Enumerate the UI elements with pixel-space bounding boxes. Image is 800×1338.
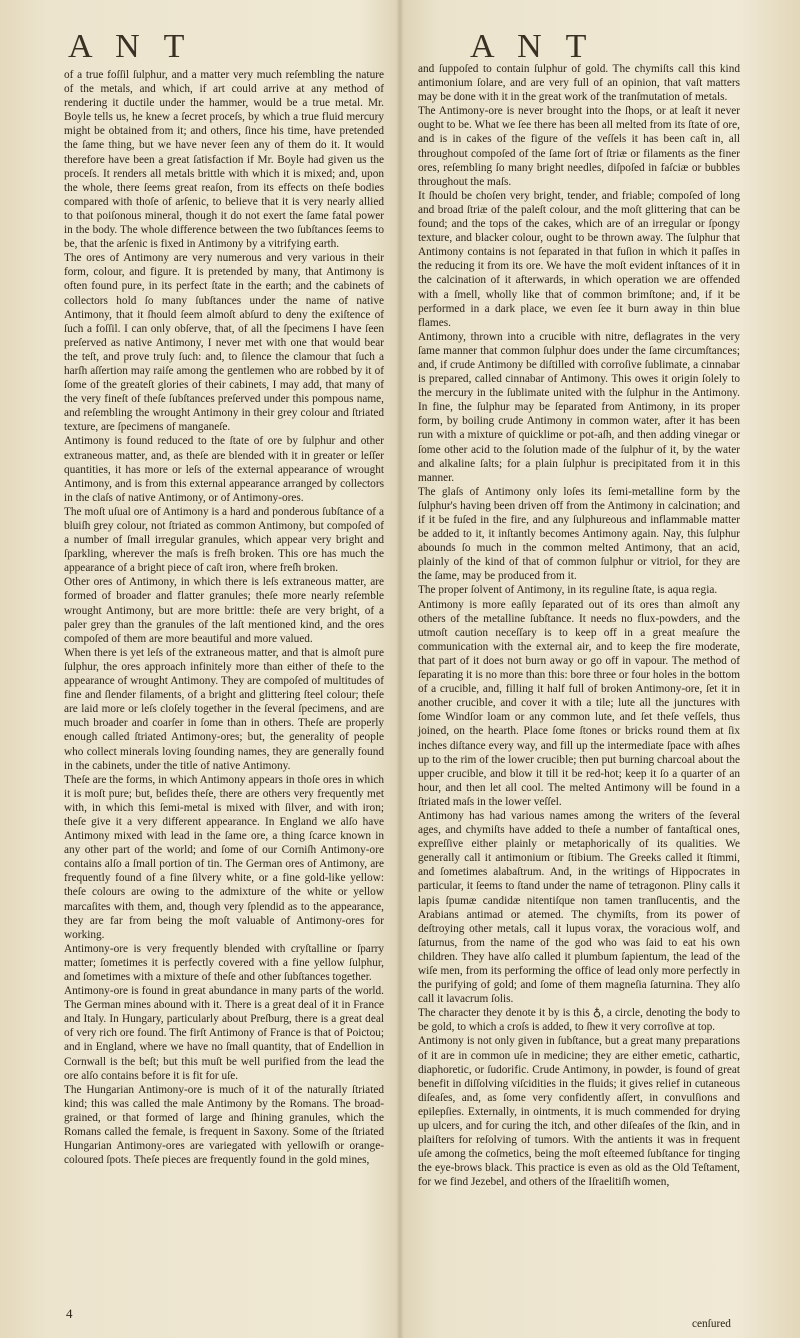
right-running-head: A N T (470, 28, 595, 65)
paragraph: Antimony-ore is found in great abundance in many parts of the world. The German mines abound with it. There is a great deal of it in France and Italy. In Hungary, particularly about Preſburg, there is a great deal of very rich ore found. The firſt Antimony of France is that of Poictou; and in England, where we have no ſmall quantity, that of Endellion in Cornwall is the beſt; but this muſt be well purified from the lead the ore alſo contains before it is fit for uſe. (64, 985, 384, 1082)
paragraph: of a true foſſil ſulphur, and a matter very much reſembling the nature of the metals, and which, if art could arrive at any method of rendering it ductile under the hammer, would be a true metal. Mr. Boyle tells us, he knew a ſecret proceſs, by which a true fluid mercury might be obtained from it; and others, ſince his time, have pretended the ſame thing, but we have never ſeen any of them do it. It would therefore have been a great ſatisfaction if Mr. Boyle had given us the proceſs. It renders all metals brittle with which it is mixed; and, upon the whole, there ſeems great reaſon, from its effects on theſe bodies compared with thoſe of arſenic, to believe that it is very nearly allied to that poiſonous mineral, though it do not exert the ſame fatal power in the body. The whole difference between the two ſubſtances ſeems to be, that the arſenic is fixed in Antimony by a vitrifying earth. (64, 69, 384, 251)
paragraph: The Antimony-ore is never brought into the ſhops, or at leaſt it never ought to be. What we ſee there has been all melted from its ſtate of ore, and is in cakes of the figure of the veſſels it has been caſt in, all throughout compoſed of the ſame ſort of ſtriæ or filaments as the finer ores, reſembling ſo many bright needles, diſpoſed in faſciæ or bubbles throughout the maſs. (418, 105, 740, 188)
paragraph: When there is yet leſs of the extraneous matter, and that is almoſt pure ſulphur, the ores approach infinitely more than either of theſe to the appearance of wrought Antimony. They are compoſed of multitudes of fine and ſlender filaments, of a bright and glittering ſteel colour; theſe are laid more or leſs cloſely together in the ſeveral ſpecimens, and are much broader and coarſer in ſome than in others. Theſe are properly enough called ſtriated Antimony-ores; but, the generality of people who collect minerals loving ſounding names, they are generally found in the cabinets, under the title of native Antimony. (64, 646, 384, 772)
paragraph: Antimony is more eaſily ſeparated out of its ores than almoſt any others of the metalline ſubſtance. It needs no flux-powders, and the utmoſt caution neceſſary is to keep off in a great meaſure the communication with the external air, and to keep the fire moderate, that part of it does not burn away or go off in vapour. The method of ſeparating it is no more than this: bore three or four holes in the bottom of a crucible, and, filling it half full of broken Antimony-ore, ſet it in another crucible, and cover it with a tile; lute all the junctures with ſome Windſor loam or any common lute, and ſet theſe veſſels, thus joined, on the hearth. Place ſome ſtones or bricks round them at ſix inches diſtance every way, and fill up the intermediate ſpace with aſhes up to the rim of the lower crucible; then put burning charcoal about the upper crucible, and blow it till it be red-hot; keep it ſo a quarter of an hour, and then let all cool. The melted Antimony will be found in a ſtriated maſs in the lower veſſel. (418, 598, 740, 808)
paragraph: Other ores of Antimony, in which there is leſs extraneous matter, are formed of broader and flatter granules; theſe more nearly reſemble wrought Antimony, but are more brittle: theſe are very bright, of a paler grey than the granules of the laſt mentioned kind, and the ores compoſed of them are more beautiful and more valued. (64, 576, 384, 645)
paragraph: The proper ſolvent of Antimony, in its reguline ſtate, is aqua regia. (418, 584, 718, 597)
paragraph: Antimony has had various names among the writers of the ſeveral ages, and chymiſts have added to theſe a number of fantaſtical ones, expreſſive either plainly or metaphorically of its qualities. We generally call it antimonium or ſtibium. The Greeks called it ſtimmi, and ſometimes alabaſtrum. And, in the writings of Hippocrates in particular, it ſeems to ſtand under the name of tetragonon. Pliny calls it lapis ſpumæ candidæ nitentiſque non tamen tranſlucentis, and the Arabians antimad or atemed. The chymiſts, from its power of deſtroying other metals, call it lupus vorax, the voracious wolf, and ſaturnus, from the name of the god who was ſaid to eat his own children. They have alſo called it plumbum ſapientum, the lead of the wiſe men, from its performing the office of lead only more perfectly in the purifying of gold; and ſome of them magneſia ſaturnina. They alſo call it lavacrum ſolis. (418, 809, 740, 1006)
paragraph: It ſhould be choſen very bright, tender, and friable; compoſed of long and broad ſtriæ of the paleſt colour, and the moſt glittering that can be found; and the tops of the cakes, which are of an irregular or ſpongy texture, and blacker colour, ought to be thrown away. The ſulphur that Antimony contains is not ſeparated in that fuſion in which it paſſes in the reducing it from its ore. We have the moſt evident inſtances of it in the calcination of it afterwards, in which operation we are offended with a ſmell, wholly like that of common brimſtone; and, if it be performed in a dark place, we even ſee it burn away in thin blue flames. (418, 189, 740, 329)
paragraph: The ores of Antimony are very numerous and very various in their form, colour, and figure. It is pretended by many, that Antimony is often found pure, in its perfect ſtate in the earth; and the cabinets of collectors hold ſo many ſubſtances under the name of native Antimony, that it ſhould ſeem almoſt abſurd to deny the exiſtence of ſuch a foſſil. I can only obſerve, that, of all the ſpecimens I have ſeen preſerved as native Antimony, I never met with one that would bear the teſt, and prove truly ſuch: and, to ſilence the clamour that ſuch a harſh aſſertion may raiſe among the gentlemen who are robbed by it of ſome of the greateſt glories of their cabinets, I may add, that many of the very fineſt of theſe ſubſtances preſerved under this pompous name, and reſembling the wrought Antimony in their grey colour and ſtriated texture, are ſpecimens of manganeſe. (64, 252, 384, 434)
paragraph: The character they denote it by is this ♁, a circle, denoting the body to be gold, to which a croſs is added, to ſhew it very corroſive at top. (418, 1007, 740, 1034)
paragraph: Antimony is found reduced to the ſtate of ore by ſulphur and other extraneous matter, and, as theſe are blended with it in greater or leſſer quantities, it has more or leſs of the external appearance of wrought Antimony, and is from this external appearance arranged by collectors in the claſs of native Antimony, or of Antimony-ores. (64, 435, 384, 504)
paragraph: The glaſs of Antimony only loſes its ſemi-metalline form by the ſulphur's having been driven off from the Antimony in calcination; and if it be fuſed in the fire, and any ſulphureous and inflammable matter be added to it, it inſtantly becomes Antimony again. Nay, this ſulphur abounds ſo much in the common melted Antimony, that an acid, plainly of the kind of that of common ſulphur or vitriol, for they are the ſame, may be produced from it. (418, 485, 740, 583)
page-gutter (396, 0, 404, 1338)
paragraph: Antimony, thrown into a crucible with nitre, deflagrates in the very ſame manner that common ſulphur does under the ſame circumſtances; and, if crude Antimony be diſtilled with corroſive ſublimate, a cinnabar is prepared, called cinnabar of Antimony. This owes it origin ſolely to the mercury in the ſublimate united with the ſulphur in the Antimony. In fine, the ſulphur may be ſeparated from Antimony, in its proper form, by boiling crude Antimony in common water, after it has been run with a mixture of quicklime or pot-aſh, and then adding vinegar or ſome other acid to the ſolution made of the ſulphur of it, by the water and alkaline ſalts; for a plain ſulphur is precipitated from it in this manner. (418, 330, 740, 484)
paragraph: Antimony is not only given in ſubſtance, but a great many preparations of it are in common uſe in medicine; they are either emetic, cathartic, diaphoretic, or ſudorific. Crude Antimony, in powder, is found of great benefit in diſſolving viſcidities in the fluids; it gives relief in cutaneous diſeaſes, and, as ſome very confidently aſſert, in convulſions and epilepſies. Externally, in ointments, it is much commended for drying up ulcers, and for curing the itch, and other diſeaſes of the ſkin, and in plaiſters for reſolving of tumors. With the antients it was in frequent uſe among the coſmetics, being the moſt eſteemed ſubſtance for tinging the eye-brows black. This practice is even as old as the Old Teſtament, for we find Jezebel, and others of the Iſraelitiſh women, (418, 1035, 740, 1189)
paragraph: The Hungarian Antimony-ore is much of it of the naturally ſtriated kind; this was called the male Antimony by the Romans. The broad-grained, or that formed of large and ſhining granules, which the Romans called the female, is frequent in Saxony. Some of the ſtriated Hungarian Antimony-ores are variegated with yellowiſh or orange-coloured ſpots. Theſe pieces are frequently found in the gold mines, (64, 1083, 384, 1167)
left-running-head: A N T (68, 28, 193, 65)
left-column (64, 68, 384, 1167)
paragraph: The moſt uſual ore of Antimony is a hard and ponderous ſubſtance of a bluiſh grey colour, not ſtriated as common Antimony, but compoſed of a number of ſmall irregular granules, which appear very bright and ſparkling, wherever the maſs is freſh broken. This ore has much the appearance of a bright piece of caſt iron, where freſh broken. (64, 505, 384, 575)
paragraph: and ſuppoſed to contain ſulphur of gold. The chymiſts call this kind antimonium ſolare, and are very full of an opinion, that vaſt matters may be done with it in the great work of the tranſmutation of metals. (418, 63, 740, 104)
paragraph: Theſe are the forms, in which Antimony appears in thoſe ores in which it is moſt pure; but, beſides theſe, there are others very frequently met with, in which this ſemi-metal is mixed with ſilver, and with iron; theſe give it a very different appearance. In England we alſo have Antimony mixed with lead in the ſame ore, a thing ſcarce known in any other part of the world; and ſome of our Corniſh Antimony-ore contains alſo a ſmall portion of tin. The German ores of Antimony, are frequently found of a fine ſilvery white, or a fine gold-like yellow: theſe colours are owing to the admixture of the white or yellow marcaſites with them, and, though very ſplendid as to the appearance, they are far from being the moſt valuable of Antimony-ores for working. (64, 773, 384, 941)
page-number: 4 (66, 1306, 73, 1321)
right-column (418, 62, 740, 1190)
catchword: cenſured (692, 1318, 731, 1330)
paragraph: Antimony-ore is very frequently blended with cryſtalline or ſparry matter; ſometimes it is perfectly covered with a fine yellow ſulphur, and ſometimes with a mixture of theſe and other ſubſtances together. (64, 942, 384, 983)
